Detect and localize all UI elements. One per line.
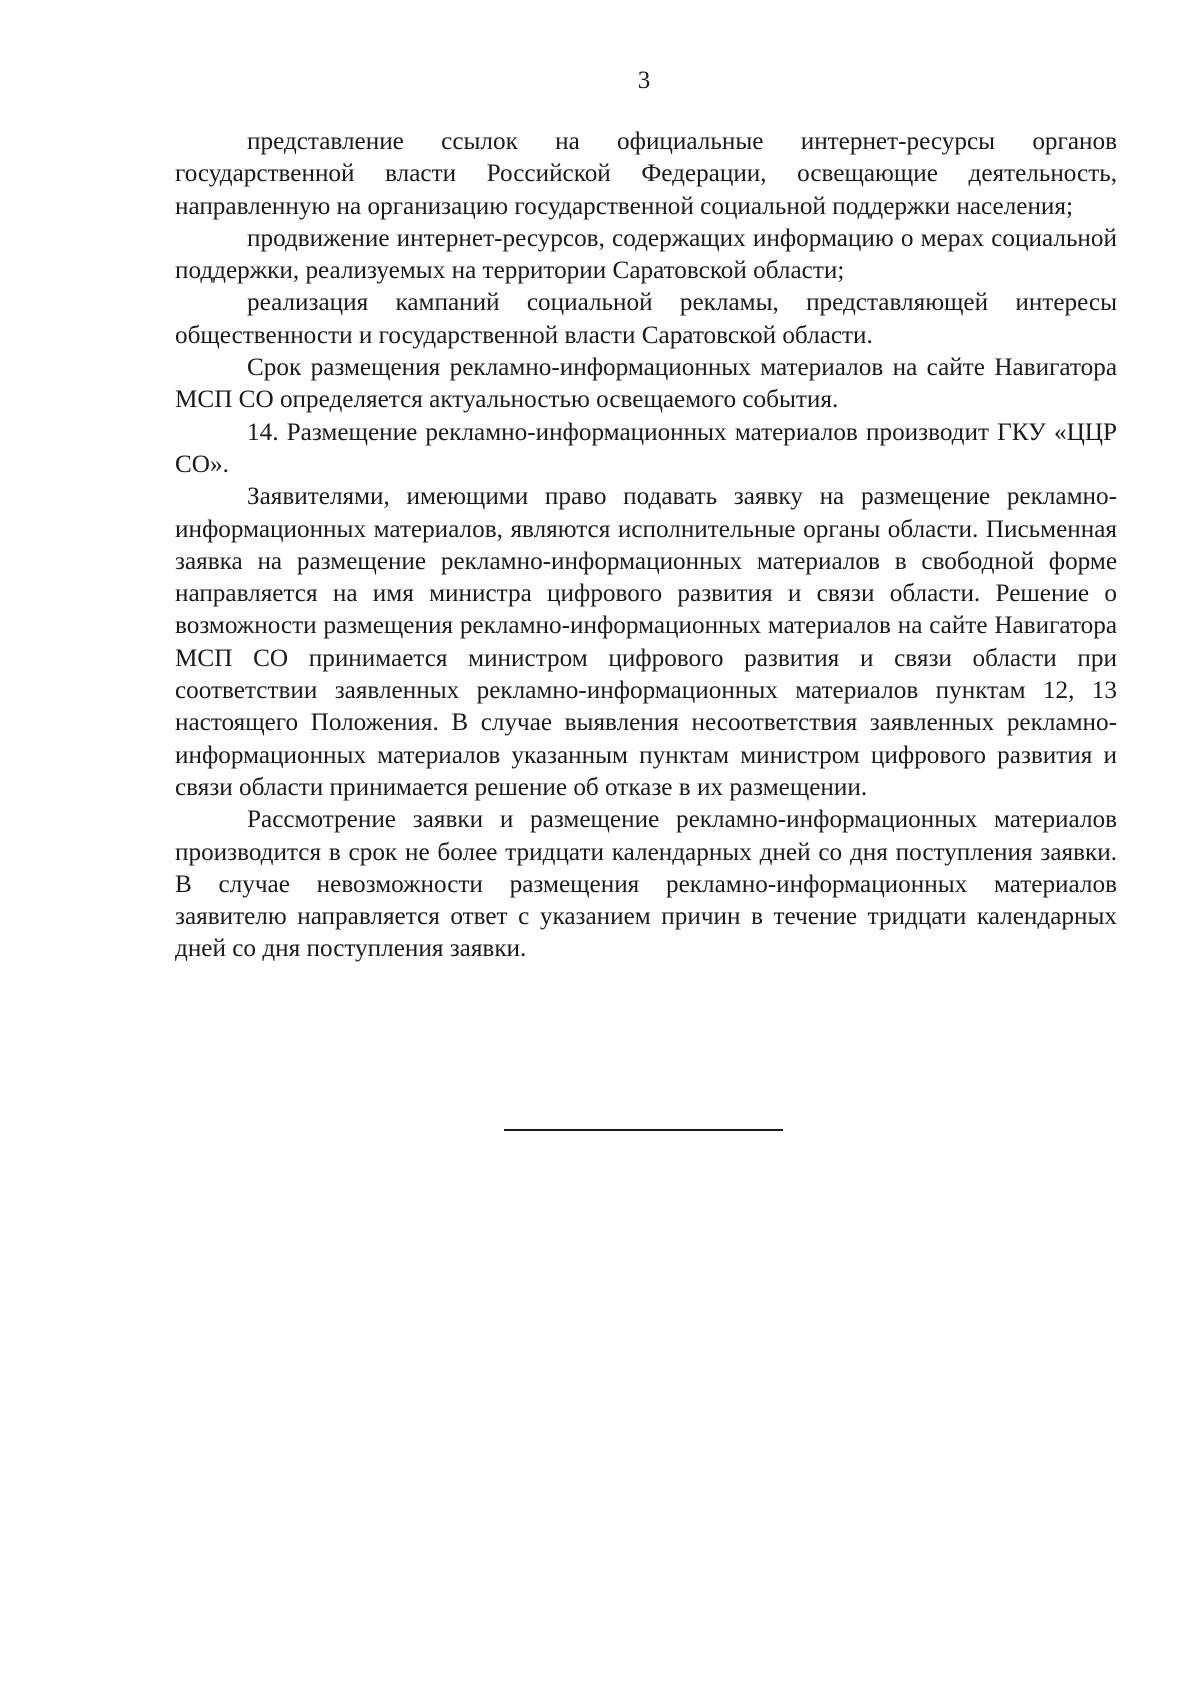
end-divider-line [504, 1129, 783, 1131]
paragraph-applicants: Заявителями, имеющими право подавать заявку на размещение рекламно-информационных материалов, являются исполнительные органы области. Письменная заявка на размещение рекламно-информационных материалов в свободной форме направляется на имя министра цифрового развития и связи области. Решение о возможности размещения рекламно-информационных материалов на сайте Навигатора МСП СО принимается министром цифрового развития и связи области при соответствии заявленных рекламно-информационных материалов пунктам 12, 13 настоящего Положения. В случае выявления несоответствия заявленных рекламно-информационных материалов указанным пунктам министром цифрового развития и связи области принимается решение об отказе в их размещении. [175, 483, 1117, 801]
paragraph-review-terms: Рассмотрение заявки и размещение рекламно-информационных материалов производится в срок не более тридцати календарных дней со дня поступления заявки. В случае невозможности размещения рекламно-информационных материалов заявителю направляется ответ с указанием причин в течение тридцати календарных дней со дня поступления заявки. [175, 806, 1117, 963]
paragraph-social-ads: реализация кампаний социальной рекламы, представляющей интересы общественности и государственной власти Саратовской области. [175, 289, 1117, 349]
paragraph-promotion: продвижение интернет-ресурсов, содержащих информацию о мерах социальной поддержки, реализуемых на территории Саратовской области; [175, 224, 1117, 285]
paragraph-placement-term: Срок размещения рекламно-информационных материалов на сайте Навигатора МСП СО определяется актуальностью освещаемого события. [175, 354, 1117, 414]
page-number: 3 [637, 67, 651, 94]
paragraph-internet-resources-links: представление ссылок на официальные интернет-ресурсы органов государственной власти Российской Федерации, освещающие деятельность, направленную на организацию государственной социальной поддержки населения; [175, 128, 1117, 220]
document-body [175, 126, 1117, 966]
paragraph-item-14: 14. Размещение рекламно-информационных материалов производит ГКУ «ЦЦР СО». [175, 418, 1117, 478]
